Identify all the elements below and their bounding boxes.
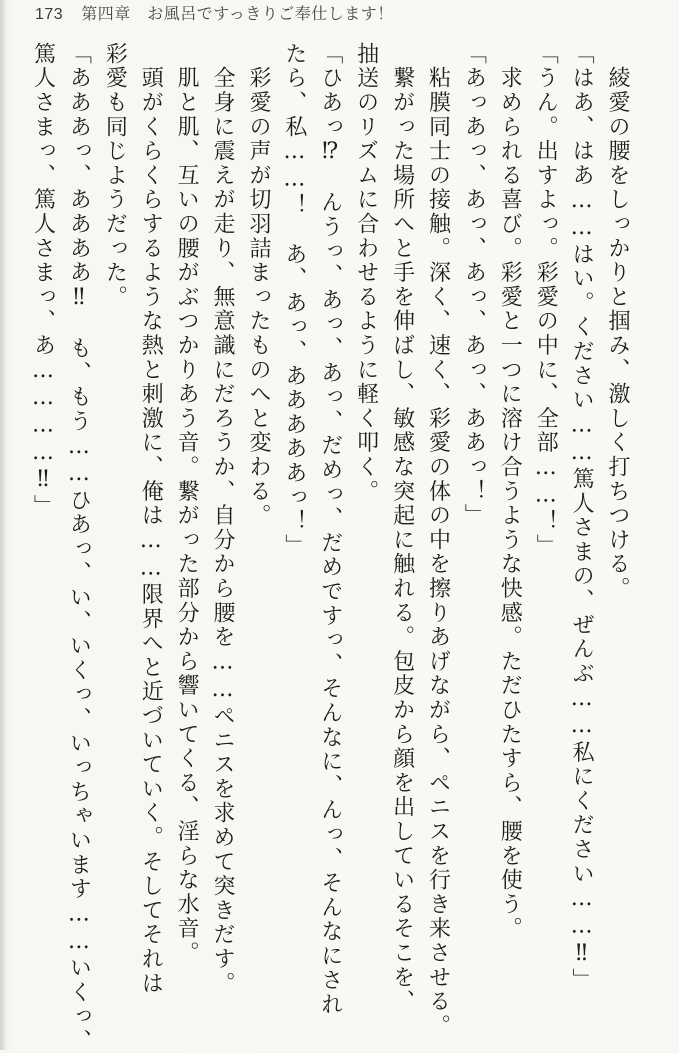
text-column-5: 「あっあっ、あっ、あっ、あっ、ああっ！」	[461, 42, 487, 528]
text-column-8: 抽送のリズムに合わせるように軽く叩く。	[353, 42, 379, 504]
text-column-11: 彩愛の声が切羽詰まったものへと変わる。	[245, 42, 271, 528]
page-number: 173	[35, 6, 64, 23]
text-column-16: 「あああっ、ああああ‼ も、もう……ひあっ、い、いくっ、いっちゃいます……いくっ、	[66, 42, 92, 1053]
text-column-2: 「はあ、はあ……はい。ください……篤人さまの、ぜんぶ……私にください……‼」	[569, 42, 595, 993]
page-header	[35, 1, 394, 24]
text-column-17: 篤人さまっ、篤人さまっ、あ…………‼」	[30, 42, 56, 519]
chapter-title: 第四章 お風呂ですっきりご奉仕します！	[81, 6, 394, 23]
text-column-3: 「うん。出すよっ。彩愛の中に、全部……！」	[533, 42, 559, 559]
page-body	[25, 42, 635, 1053]
text-column-4: 求められる喜び。彩愛と一つに溶け合うような快感。ただひたすら、腰を使う。	[497, 42, 523, 942]
text-column-13: 肌と肌、互いの腰がぶつかりあう音。繋がった部分から響いてくる、淫らな水音。	[174, 42, 200, 966]
text-column-6: 粘膜同士の接触。深く、速く、彩愛の体の中を擦りあげながら、ペニスを行き来させる。	[425, 42, 451, 1039]
scan-edge-artifact	[0, 0, 7, 1050]
text-column-12: 全身に震えが走り、無意識にだろうか、自分から腰を……ペニスを求めて突きだす。	[210, 42, 236, 996]
text-column-10: たら、私……！ あ、あっ、あああああっ！」	[281, 42, 307, 559]
text-column-9: 「ひあっ⁉ んうっ、あっ、あっ、だめっ、だめですっ、そんなに、んっ、そんなにされ	[317, 42, 343, 1017]
text-column-7: 繋がった場所へと手を伸ばし、敏感な突起に触れる。包皮から顔を出しているそこを、	[389, 42, 415, 1014]
text-column-15: 彩愛も同じようだった。	[102, 42, 128, 310]
text-column-14: 頭がくらくらするような熱と刺激に、俺は……限界へと近づいていく。そしてそれは	[138, 42, 164, 996]
text-column-1: 綾愛の腰をしっかりと掴み、激しく打ちつける。	[605, 42, 630, 601]
